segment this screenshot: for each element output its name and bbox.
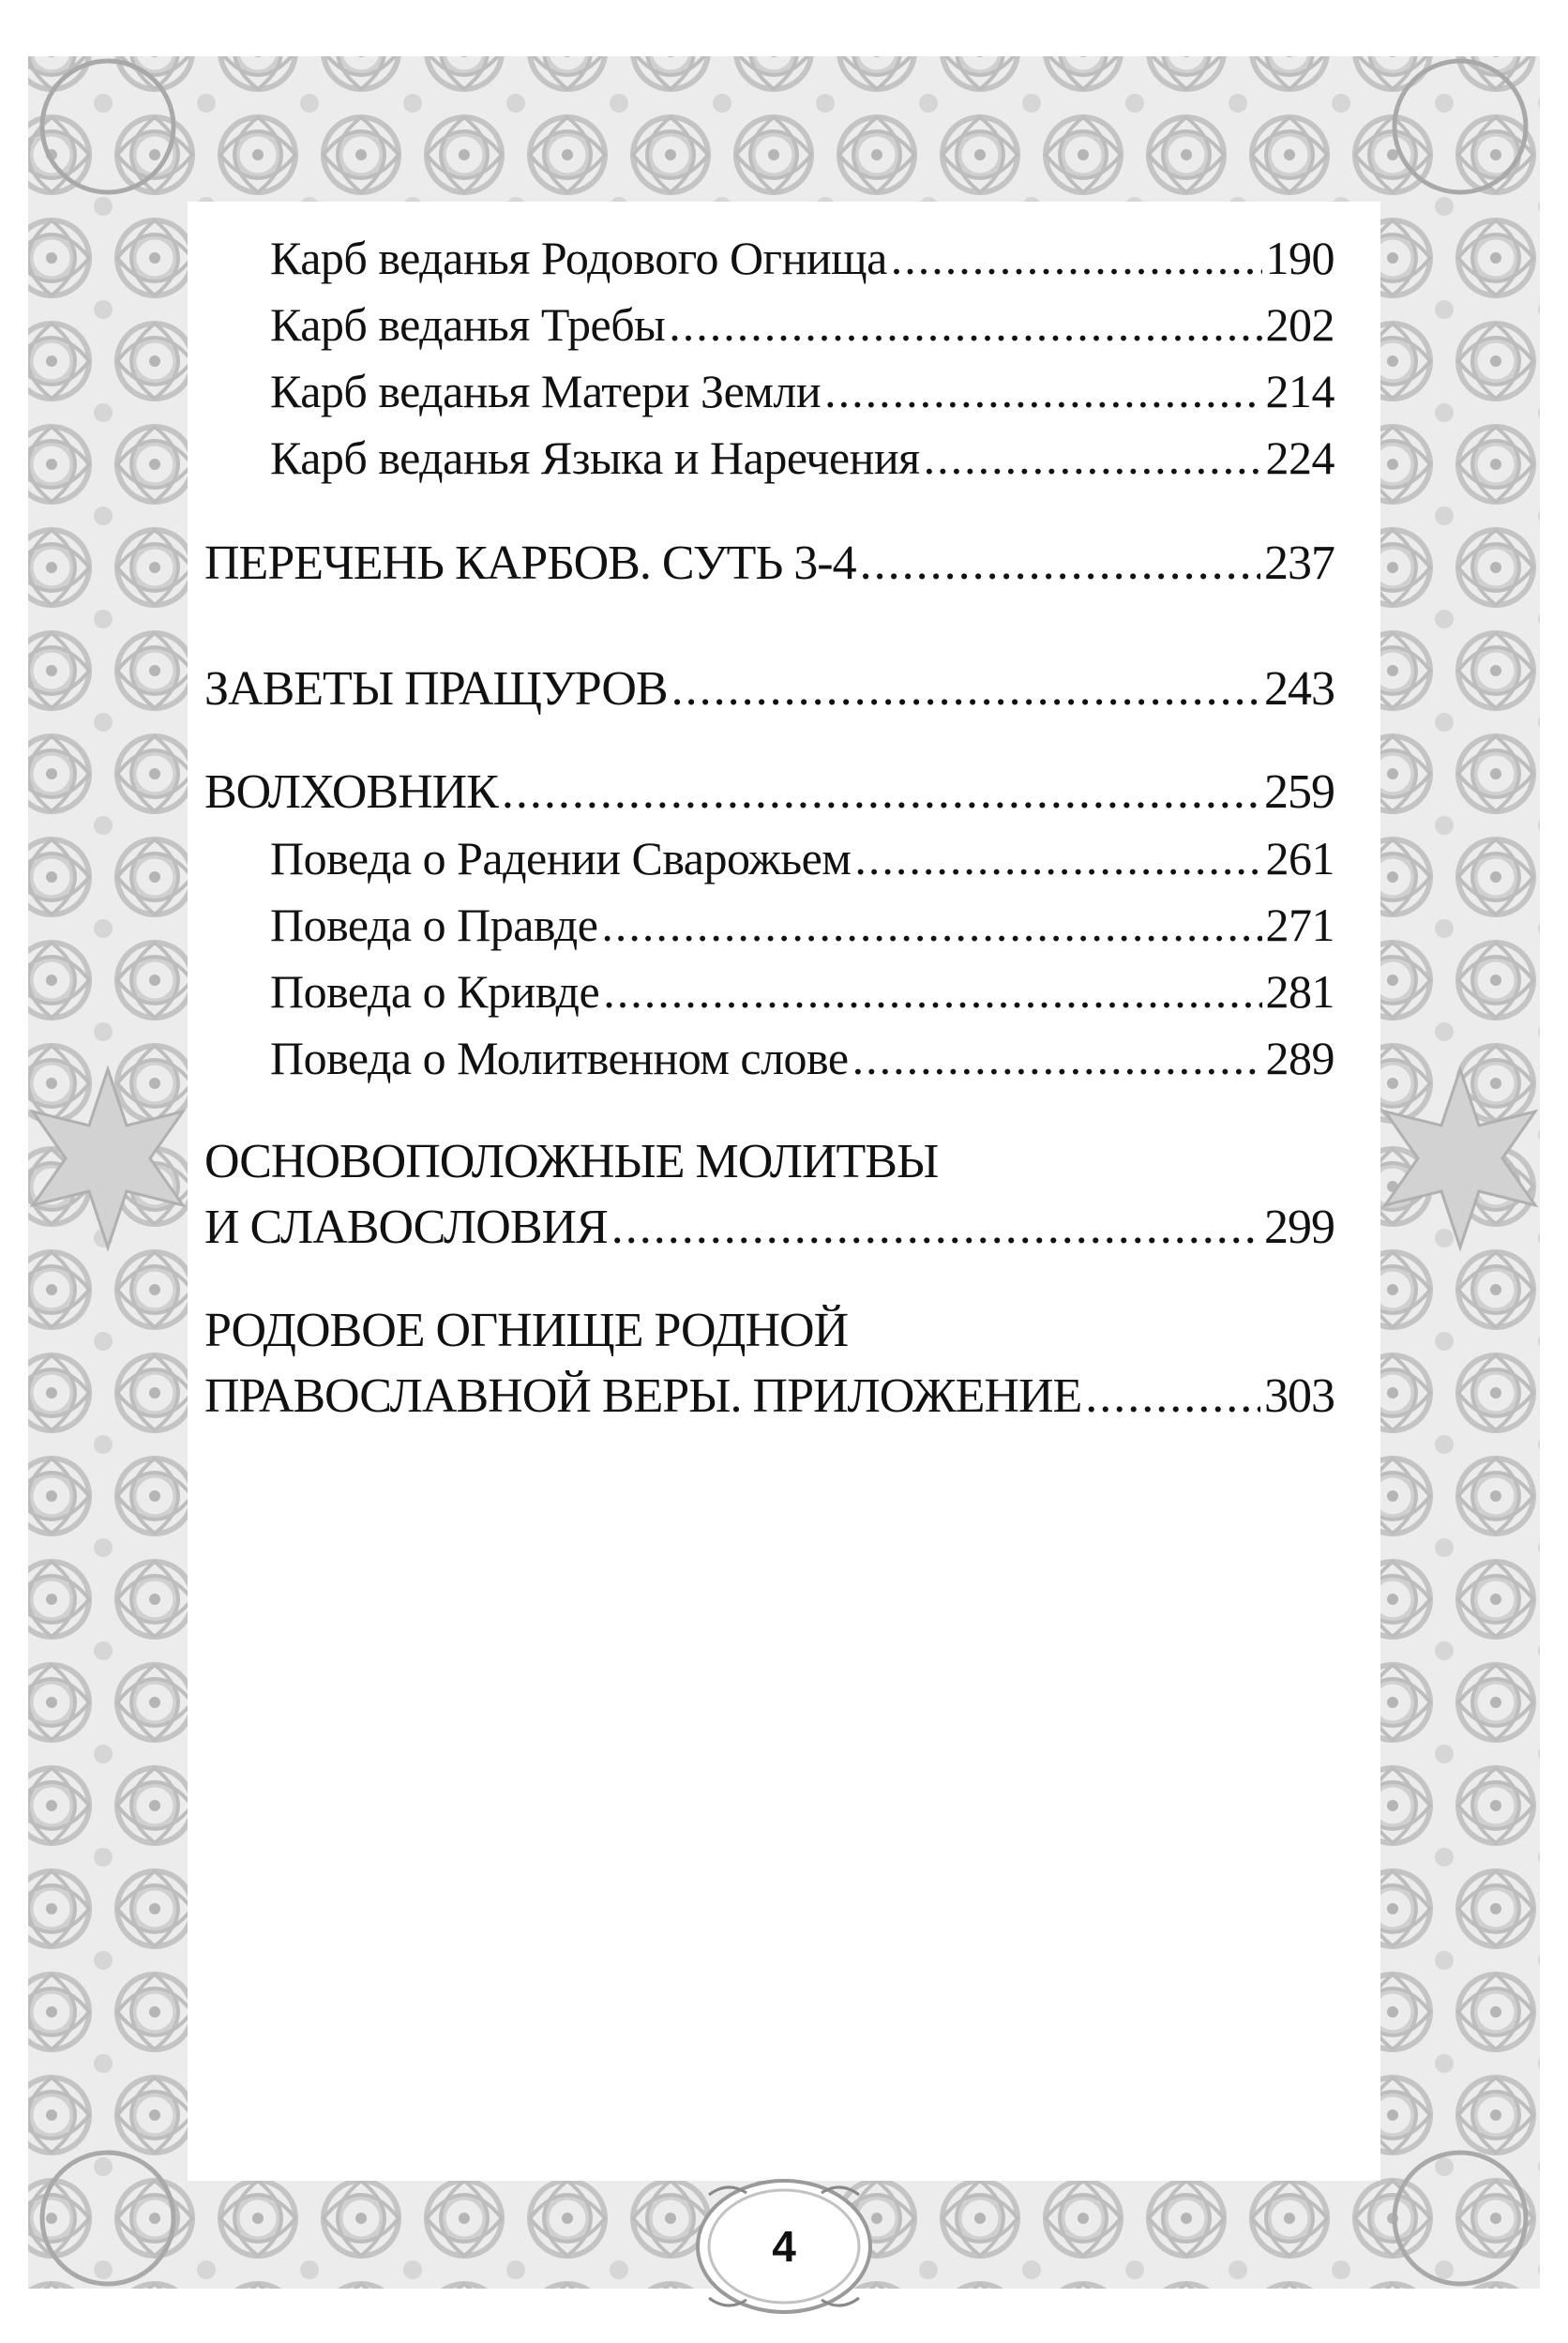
toc-section-perechen[interactable]	[204, 531, 1334, 597]
toc-entry-page: 281	[1265, 965, 1334, 1018]
toc-entry-page: 224	[1265, 431, 1334, 484]
toc-section-title: ВОЛХОВНИК	[204, 765, 498, 819]
leader-dots	[671, 657, 1260, 722]
toc-section-title-line2: ПРАВОСЛАВНОЙ ВЕРЫ. ПРИЛОЖЕНИЕ	[204, 1369, 1082, 1423]
toc-entry[interactable]	[204, 292, 1334, 358]
toc-section-volkhovnik[interactable]	[204, 760, 1334, 825]
toc-entry-title: Поведа о Правде	[270, 899, 598, 951]
toc-entry[interactable]	[204, 959, 1334, 1025]
toc-section-page: 243	[1264, 662, 1334, 716]
leader-dots	[669, 292, 1261, 358]
leader-dots	[611, 1195, 1260, 1261]
table-of-contents	[204, 225, 1334, 1429]
toc-section-title-line2: И СЛАВОСЛОВИЯ	[204, 1201, 608, 1254]
toc-entry[interactable]	[204, 358, 1334, 425]
toc-section-molitvy[interactable]	[204, 1129, 1334, 1261]
toc-entry-title: Поведа о Радении Сварожьем	[270, 832, 852, 884]
toc-entry-title: Карб веданья Языка и Наречения	[270, 431, 920, 484]
toc-section-page: 237	[1264, 537, 1334, 590]
leader-dots	[854, 825, 1261, 892]
toc-entry-title: Карб веданья Родового Огнища	[270, 232, 887, 284]
toc-entry[interactable]	[204, 425, 1334, 491]
toc-section-page: 259	[1264, 765, 1334, 819]
toc-entry[interactable]	[204, 1025, 1334, 1092]
toc-entry-title: Поведа о Молитвенном слове	[270, 1032, 849, 1084]
leader-dots	[860, 531, 1260, 597]
page-number-medallion	[690, 2176, 878, 2317]
leader-dots	[924, 425, 1262, 491]
toc-section-page: 299	[1264, 1201, 1334, 1254]
leader-dots	[824, 358, 1261, 425]
toc-entry-page: 289	[1265, 1032, 1334, 1084]
leader-dots	[502, 760, 1260, 825]
leader-dots	[601, 892, 1261, 959]
toc-section-zavety[interactable]	[204, 657, 1334, 722]
toc-section-title-line1: ОСНОВОПОЛОЖНЫЕ МОЛИТВЫ	[204, 1135, 939, 1188]
leader-dots	[603, 959, 1261, 1025]
toc-entry[interactable]	[204, 225, 1334, 292]
toc-entry-title: Карб веданья Матери Земли	[270, 365, 822, 417]
page-number: 4	[772, 2222, 796, 2271]
toc-section-title: ЗАВЕТЫ ПРАЩУРОВ	[204, 662, 668, 716]
toc-entry-page: 214	[1265, 365, 1334, 417]
toc-entry-page: 261	[1265, 832, 1334, 884]
toc-entry-title: Карб веданья Требы	[270, 298, 666, 351]
toc-section-ognishche[interactable]	[204, 1298, 1334, 1429]
leader-dots	[891, 225, 1262, 292]
leader-dots	[1085, 1364, 1260, 1429]
toc-entry[interactable]	[204, 825, 1334, 892]
toc-section-title: ПЕРЕЧЕНЬ КАРБОВ. СУТЬ 3-4	[204, 537, 856, 590]
toc-entry[interactable]	[204, 892, 1334, 959]
toc-entry-page: 271	[1265, 899, 1334, 951]
toc-entry-title: Поведа о Кривде	[270, 965, 600, 1018]
toc-entry-page: 202	[1265, 298, 1334, 351]
toc-section-title-line1: РОДОВОЕ ОГНИЩЕ РОДНОЙ	[204, 1304, 849, 1357]
leader-dots	[852, 1025, 1262, 1092]
toc-entry-page: 190	[1265, 232, 1334, 284]
toc-section-page: 303	[1264, 1369, 1334, 1423]
